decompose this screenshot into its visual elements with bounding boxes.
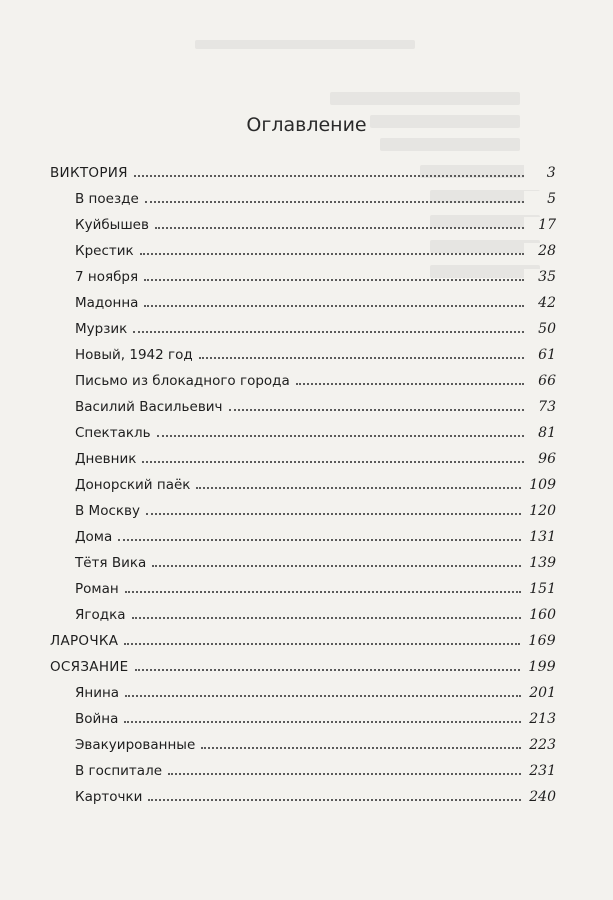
- toc-page-number: 223: [521, 737, 556, 753]
- toc-chapter-entry[interactable]: [50, 701, 556, 727]
- dot-leader: [199, 357, 524, 359]
- toc-chapter-entry[interactable]: [50, 675, 556, 701]
- toc-entry-title: Эвакуированные: [75, 737, 201, 753]
- dot-leader: [144, 305, 524, 307]
- toc-page-number: 73: [524, 399, 556, 415]
- toc-chapter-entry[interactable]: [50, 545, 556, 571]
- toc-entry-title: ОСЯЗАНИЕ: [50, 659, 135, 675]
- dot-leader: [124, 643, 520, 645]
- toc-page-number: 17: [524, 217, 556, 233]
- toc-page-number: 120: [521, 503, 556, 519]
- dot-leader: [168, 773, 521, 775]
- toc-entry-title: Ягодка: [75, 607, 132, 623]
- toc-entry-title: Мадонна: [75, 295, 144, 311]
- toc-entry-title: Письмо из блокадного города: [75, 373, 296, 389]
- toc-entry-title: Крестик: [75, 243, 140, 259]
- toc-entry-title: Василий Васильевич: [75, 399, 229, 415]
- toc-page-number: 3: [524, 165, 556, 181]
- toc-entry-title: Янина: [75, 685, 125, 701]
- toc-chapter-entry[interactable]: [50, 779, 556, 805]
- toc-chapter-entry[interactable]: [50, 571, 556, 597]
- toc-entry-title: В Москву: [75, 503, 146, 519]
- toc-chapter-entry[interactable]: [50, 753, 556, 779]
- dot-leader: [124, 721, 521, 723]
- toc-part-entry[interactable]: [50, 623, 556, 649]
- toc-chapter-entry[interactable]: [50, 181, 556, 207]
- toc-entry-title: Куйбышев: [75, 217, 155, 233]
- toc-page-number: 160: [521, 607, 556, 623]
- dot-leader: [125, 695, 521, 697]
- toc-page-number: 139: [521, 555, 556, 571]
- toc-entry-title: 7 ноября: [75, 269, 144, 285]
- toc-chapter-entry[interactable]: [50, 233, 556, 259]
- toc-chapter-entry[interactable]: [50, 389, 556, 415]
- toc-chapter-entry[interactable]: [50, 727, 556, 753]
- toc-page-number: 66: [524, 373, 556, 389]
- toc-page-number: 199: [520, 659, 556, 675]
- toc-chapter-entry[interactable]: [50, 363, 556, 389]
- toc-page-number: 109: [521, 477, 556, 493]
- dot-leader: [201, 747, 521, 749]
- toc-entry-title: Спектакль: [75, 425, 157, 441]
- table-of-contents: [50, 155, 556, 805]
- toc-entry-title: Новый, 1942 год: [75, 347, 199, 363]
- dot-leader: [134, 175, 524, 177]
- toc-entry-title: Карточки: [75, 789, 148, 805]
- toc-entry-title: Война: [75, 711, 124, 727]
- toc-page-number: 50: [524, 321, 556, 337]
- toc-page-number: 61: [524, 347, 556, 363]
- toc-page-number: 169: [520, 633, 556, 649]
- toc-page-number: 28: [524, 243, 556, 259]
- toc-page-number: 35: [524, 269, 556, 285]
- dot-leader: [152, 565, 521, 567]
- toc-page-number: 231: [521, 763, 556, 779]
- toc-page-number: 81: [524, 425, 556, 441]
- dot-leader: [196, 487, 521, 489]
- toc-part-entry[interactable]: [50, 649, 556, 675]
- dot-leader: [125, 591, 522, 593]
- dot-leader: [140, 253, 524, 255]
- dot-leader: [135, 669, 521, 671]
- dot-leader: [144, 279, 524, 281]
- toc-chapter-entry[interactable]: [50, 337, 556, 363]
- dot-leader: [133, 331, 524, 333]
- dot-leader: [296, 383, 524, 385]
- toc-page-number: 201: [521, 685, 556, 701]
- toc-entry-title: Тётя Вика: [75, 555, 152, 571]
- toc-entry-title: Мурзик: [75, 321, 133, 337]
- toc-entry-title: Дома: [75, 529, 118, 545]
- toc-page-number: 96: [524, 451, 556, 467]
- toc-chapter-entry[interactable]: [50, 415, 556, 441]
- dot-leader: [132, 617, 522, 619]
- toc-entry-title: ЛАРОЧКА: [50, 633, 124, 649]
- toc-entry-title: Роман: [75, 581, 125, 597]
- dot-leader: [118, 539, 521, 541]
- toc-page-number: 42: [524, 295, 556, 311]
- toc-entry-title: Донорский паёк: [75, 477, 196, 493]
- dot-leader: [157, 435, 524, 437]
- toc-chapter-entry[interactable]: [50, 207, 556, 233]
- toc-part-entry[interactable]: [50, 155, 556, 181]
- toc-entry-title: Дневник: [75, 451, 142, 467]
- toc-entry-title: ВИКТОРИЯ: [50, 165, 134, 181]
- toc-chapter-entry[interactable]: [50, 597, 556, 623]
- toc-page-number: 151: [521, 581, 556, 597]
- dot-leader: [155, 227, 524, 229]
- dot-leader: [229, 409, 524, 411]
- toc-page-number: 5: [524, 191, 556, 207]
- toc-chapter-entry[interactable]: [50, 467, 556, 493]
- toc-page-number: 131: [521, 529, 556, 545]
- dot-leader: [145, 201, 524, 203]
- toc-chapter-entry[interactable]: [50, 493, 556, 519]
- toc-chapter-entry[interactable]: [50, 441, 556, 467]
- toc-entry-title: В поезде: [75, 191, 145, 207]
- toc-chapter-entry[interactable]: [50, 519, 556, 545]
- toc-chapter-entry[interactable]: [50, 311, 556, 337]
- dot-leader: [146, 513, 521, 515]
- page-title: Оглавление: [246, 114, 367, 136]
- dot-leader: [148, 799, 521, 801]
- dot-leader: [142, 461, 524, 463]
- toc-entry-title: В госпитале: [75, 763, 168, 779]
- toc-chapter-entry[interactable]: [50, 259, 556, 285]
- toc-chapter-entry[interactable]: [50, 285, 556, 311]
- toc-page-number: 240: [521, 789, 556, 805]
- toc-page-number: 213: [521, 711, 556, 727]
